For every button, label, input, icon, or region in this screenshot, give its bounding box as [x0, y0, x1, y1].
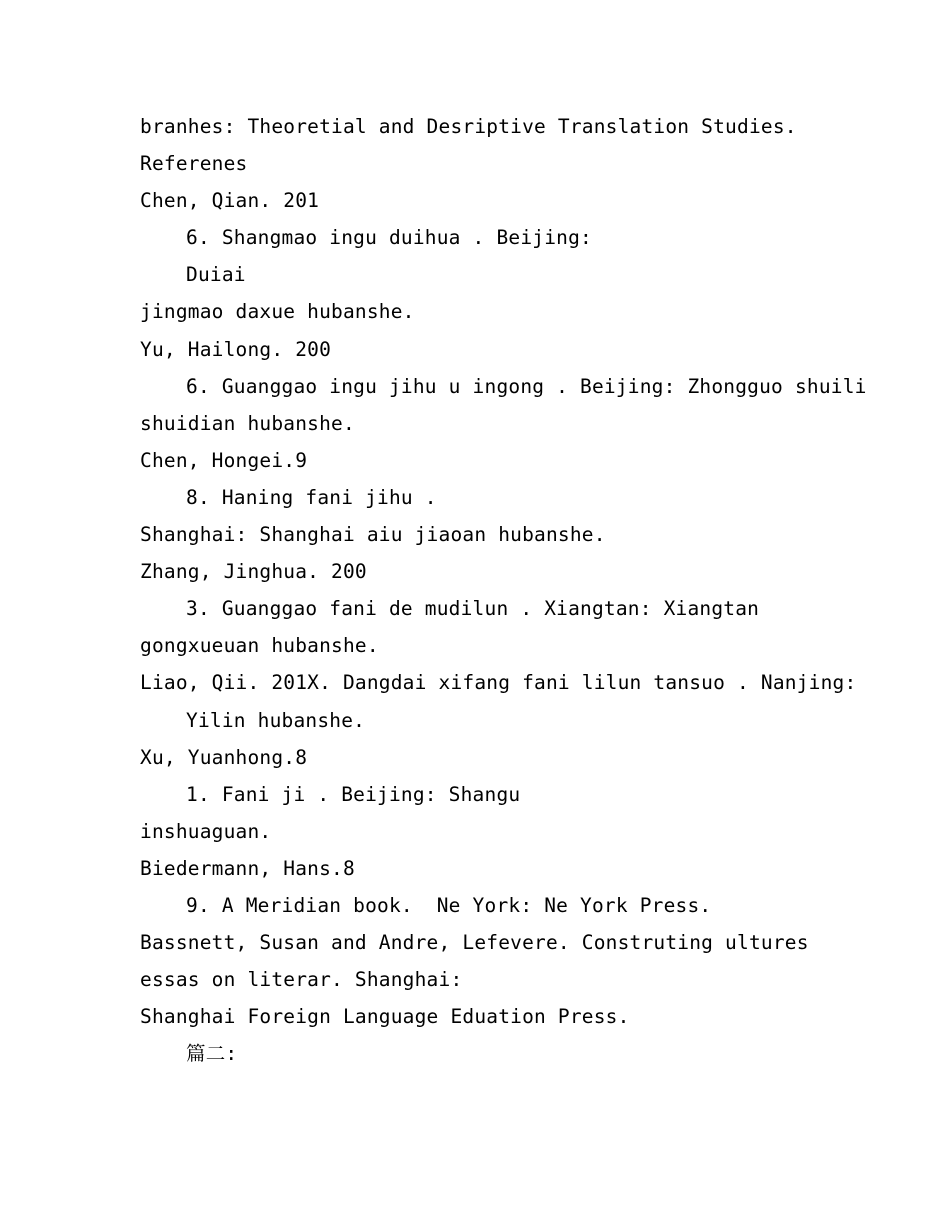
reference-entry: Biedermann, Hans.8: [140, 856, 355, 880]
reference-entry: Chen, Qian. 201: [140, 189, 320, 213]
document-text-block: [140, 108, 900, 1072]
reference-entry: Yu, Hailong. 200: [140, 337, 332, 361]
reference-entry: Xu, Yuanhong.8: [140, 745, 308, 769]
reference-continuation: 3. Guanggao fani de mudilun . Xiangtan: Xiangtan: [186, 597, 760, 621]
text-line: branhes: Theoretial and Desriptive Translation Studies.: [140, 115, 797, 138]
reference-continuation: shuidian hubanshe.: [140, 411, 355, 435]
reference-entry: Liao, Qii. 201X. Dangdai xifang fani lilun tansuo . Nanjing:: [140, 671, 857, 695]
reference-entry: Zhang, Jinghua. 200: [140, 560, 367, 584]
reference-continuation: 6. Shangmao ingu duihua . Beijing:: [186, 226, 592, 250]
reference-continuation: jingmao daxue hubanshe.: [140, 300, 415, 324]
reference-continuation: 6. Guanggao ingu jihu u ingong . Beijing: Zhongguo shuili: [186, 374, 867, 398]
reference-entry: Chen, Hongei.9: [140, 448, 308, 472]
reference-continuation: Yilin hubanshe.: [186, 708, 366, 732]
reference-entry: Bassnett, Susan and Andre, Lefevere. Construting ultures: [140, 931, 809, 955]
reference-continuation: inshuaguan.: [140, 819, 272, 843]
reference-continuation: Shanghai Foreign Language Eduation Press.: [140, 1005, 630, 1029]
reference-continuation: Duiai: [186, 263, 246, 287]
section-heading-part-two: 篇二:: [186, 1042, 238, 1066]
reference-continuation: essas on literar. Shanghai:: [140, 968, 463, 992]
reference-continuation: 1. Fani ji . Beijing: Shangu: [186, 782, 521, 806]
reference-continuation: Shanghai: Shanghai aiu jiaoan hubanshe.: [140, 523, 606, 547]
section-heading-references: Referenes: [140, 152, 248, 176]
reference-continuation: 8. Haning fani jihu .: [186, 485, 437, 509]
reference-continuation: 9. A Meridian book. Ne York: Ne York Press.: [186, 893, 712, 917]
reference-continuation: gongxueuan hubanshe.: [140, 634, 379, 658]
